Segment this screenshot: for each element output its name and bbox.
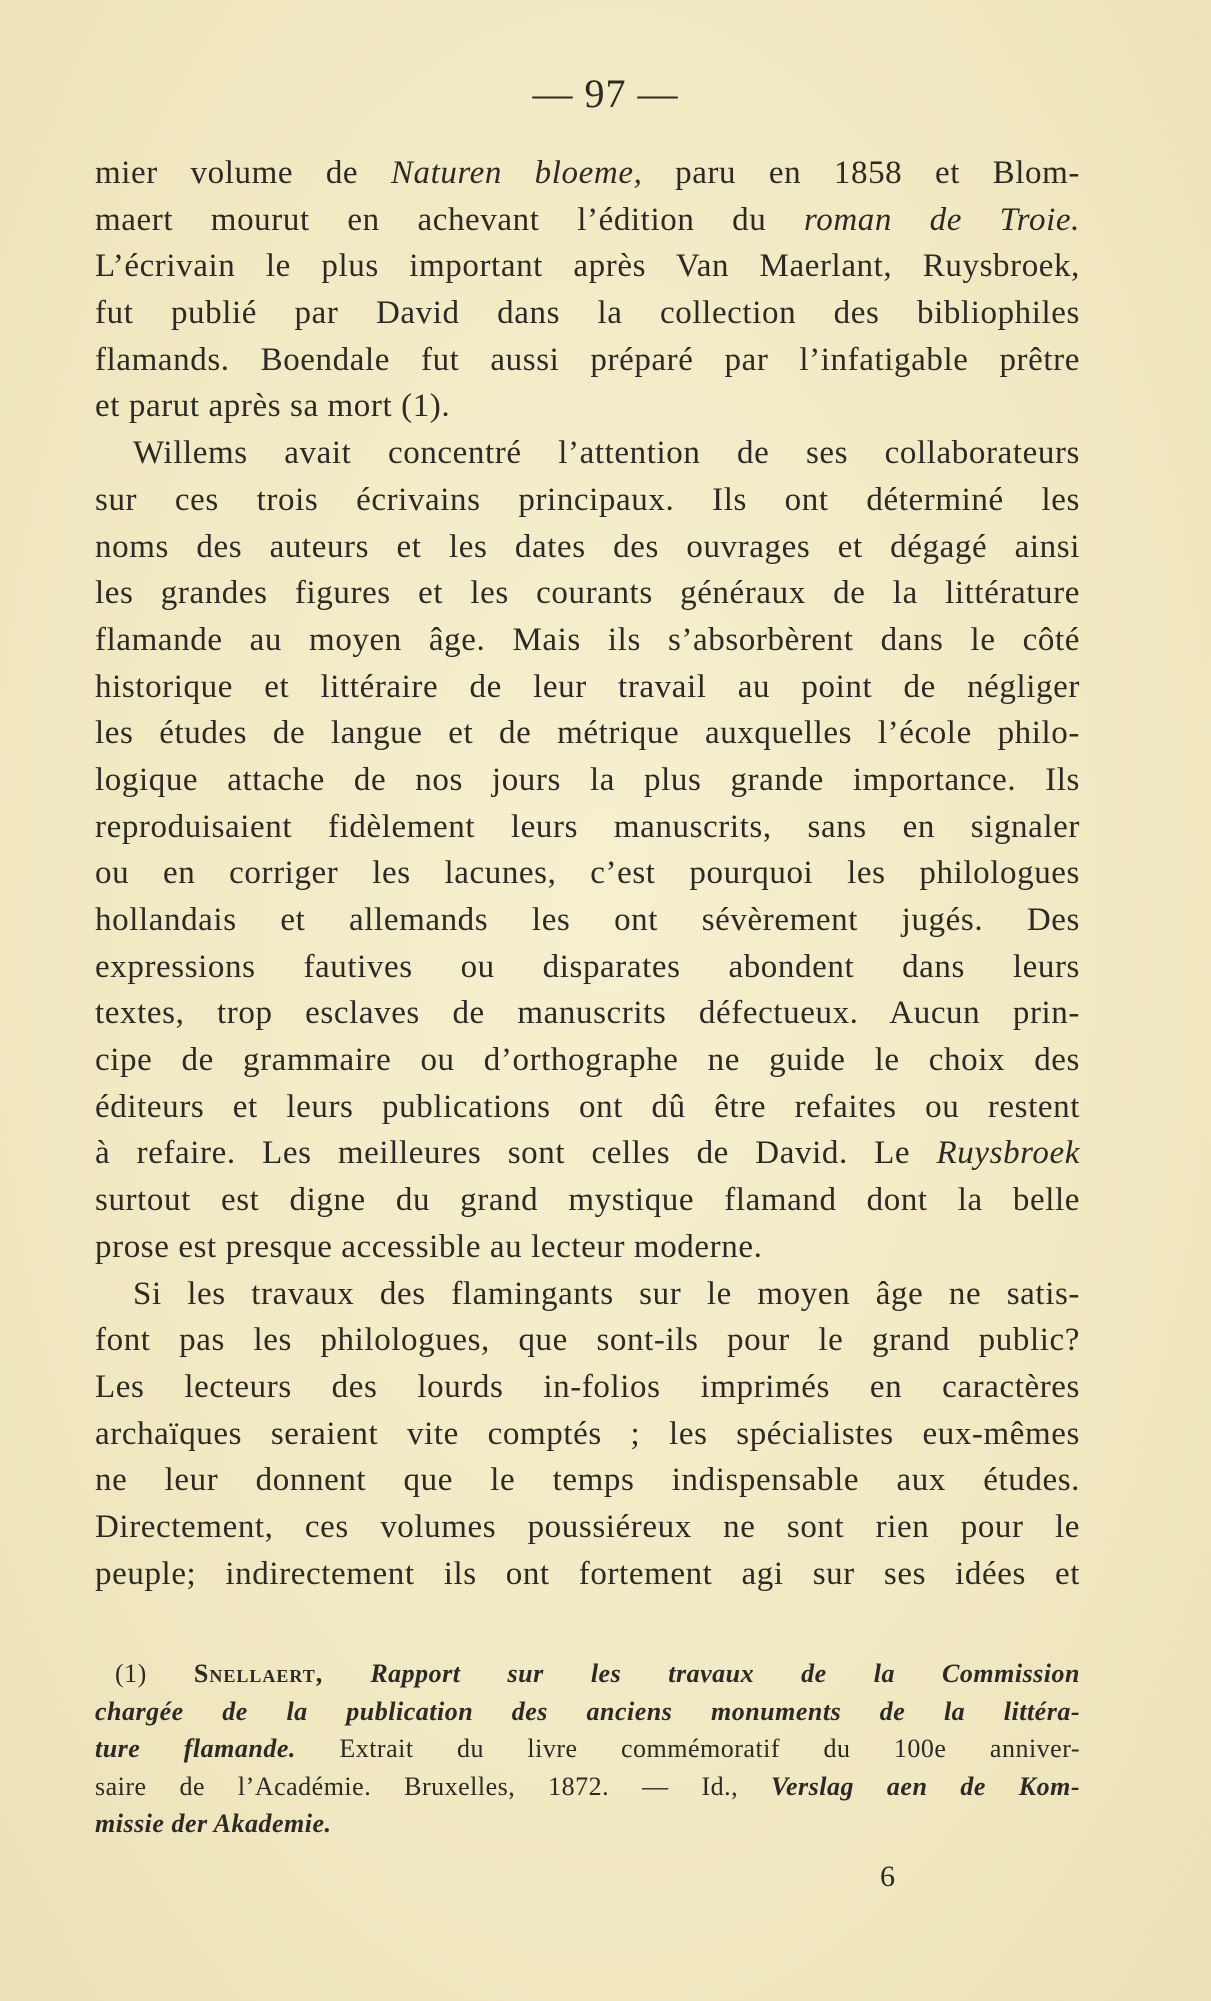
text-line: Willems avait concentré l’attention de ses collaborateurs: [133, 435, 1080, 472]
text-line: reproduisaient fidèlement leurs manuscrits, sans en signaler: [95, 808, 1080, 845]
text-line: et parut après sa mort (1).: [95, 388, 451, 425]
text-line: noms des auteurs et les dates des ouvrages et dégagé ainsi: [95, 528, 1080, 565]
footnote-line: (1) Snellaert, Rapport sur les travaux de la Commission: [115, 1659, 1080, 1688]
text-line: ne leur donnent que le temps indispensable aux études.: [95, 1462, 1080, 1499]
text-line: les grandes figures et les courants généraux de la littérature: [95, 575, 1080, 612]
text-line: Les lecteurs des lourds in-folios imprimés en caractères: [95, 1368, 1080, 1405]
text-line: à refaire. Les meilleures sont celles de David. Le Ruysbroek: [95, 1135, 1080, 1172]
text-line: historique et littéraire de leur travail au point de négliger: [95, 668, 1080, 705]
footnote-line: ture flamande. Extrait du livre commémoratif du 100e anniver-: [95, 1734, 1081, 1763]
footnote-author: Snellaert,: [193, 1659, 324, 1688]
footnote-line: chargée de la publication des anciens monuments de la littéra-: [95, 1696, 1080, 1726]
text-line: logique attache de nos jours la plus grande importance. Ils: [95, 761, 1080, 798]
text-line: expressions fautives ou disparates abondent dans leurs: [95, 948, 1080, 985]
text-line: Directement, ces volumes poussiéreux ne sont rien pour le: [95, 1508, 1080, 1545]
body-text: [95, 150, 1080, 1597]
text-line: surtout est digne du grand mystique flamand dont la belle: [95, 1182, 1080, 1219]
footnote-line: missie der Akademie.: [95, 1809, 332, 1838]
footnote-line: saire de l’Académie. Bruxelles, 1872. — Id., Verslag aen de Kom-: [95, 1771, 1080, 1801]
text-line: prose est presque accessible au lecteur moderne.: [95, 1228, 763, 1265]
text-line: L’écrivain le plus important après Van Maerlant, Ruysbroek,: [95, 248, 1080, 285]
text-line: sur ces trois écrivains principaux. Ils ont déterminé les: [95, 481, 1080, 518]
footnote: [95, 1655, 1080, 1843]
text-line: maert mourut en achevant l’édition du roman de Troie.: [95, 201, 1080, 238]
text-line: flamande au moyen âge. Mais ils s’absorbèrent dans le côté: [95, 621, 1080, 658]
text-line: hollandais et allemands les ont sévèrement jugés. Des: [95, 902, 1080, 938]
text-line: peuple; indirectement ils ont fortement agi sur ses idées et: [95, 1555, 1080, 1592]
text-line: archaïques seraient vite comptés ; les spécialistes eux-mêmes: [95, 1415, 1080, 1452]
text-line: ou en corriger les lacunes, c’est pourquoi les philologues: [95, 855, 1080, 892]
text-line: cipe de grammaire ou d’orthographe ne guide le choix des: [95, 1042, 1080, 1079]
text-line: textes, trop esclaves de manuscrits défectueux. Aucun prin-: [95, 995, 1080, 1032]
text-line: fut publié par David dans la collection des bibliophiles: [95, 295, 1080, 332]
signature-mark: 6: [880, 1860, 895, 1893]
text-line: font pas les philologues, que sont-ils pour le grand public?: [95, 1322, 1080, 1359]
text-line: flamands. Boendale fut aussi préparé par l’infatigable prêtre: [95, 341, 1080, 378]
text-line: mier volume de Naturen bloeme, paru en 1858 et Blom-: [95, 155, 1080, 191]
text-line: Si les travaux des flamingants sur le moyen âge ne satis-: [133, 1275, 1080, 1312]
text-line: éditeurs et leurs publications ont dû être refaites ou restent: [95, 1088, 1080, 1125]
text-line: les études de langue et de métrique auxquelles l’école philo-: [95, 715, 1080, 752]
page-number: — 97 —: [532, 71, 679, 116]
footnote-marker: (1): [115, 1659, 194, 1688]
